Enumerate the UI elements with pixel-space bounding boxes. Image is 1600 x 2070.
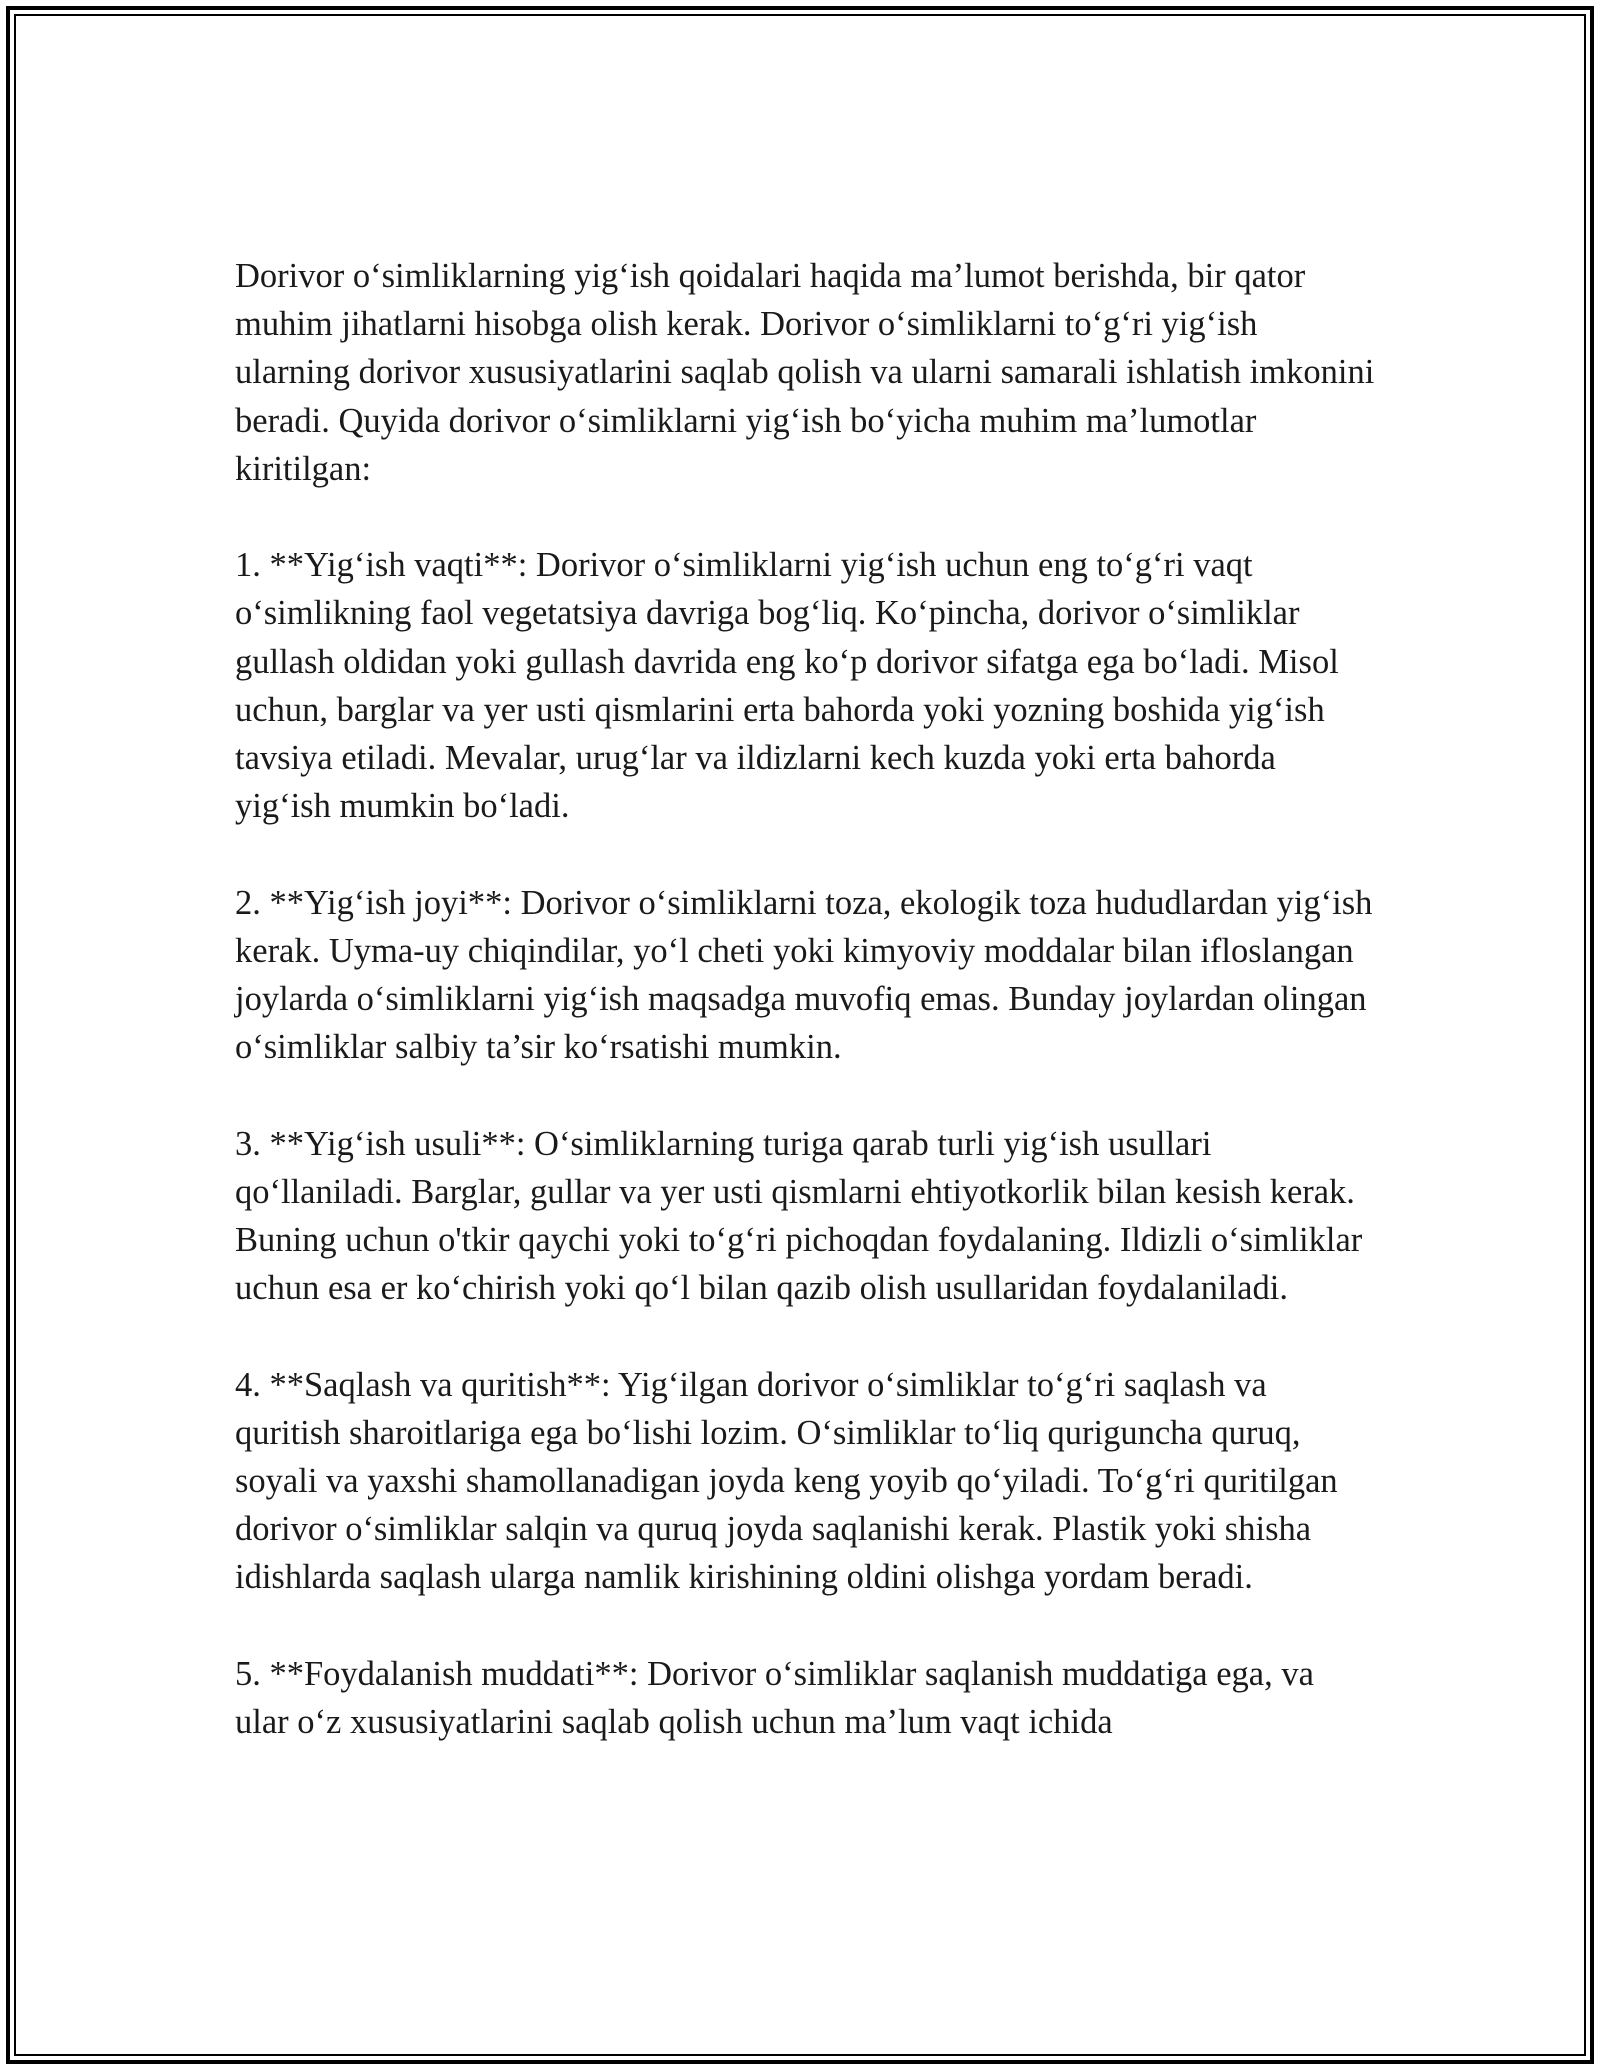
paragraph-storage-drying: 4. **Saqlash va quritish**: Yig‘ilgan dorivor o‘simliklar to‘g‘ri saqlash va quritish sharoitlariga ega bo‘lishi lozim. O‘simliklar to‘liq qurigunchа quruq, soyali va yaxshi shamollanadigan joyda keng yoyib qo‘yiladi. To‘g‘ri quritilgan dorivor o‘simliklar salqin va quruq joyda saqlanishi kerak. Plastik yoki shisha idishlarda saqlash ularga namlik kirishining oldini olishga yordam beradi. bbox=[235, 1365, 1338, 1597]
paragraph-collection-time: 1. **Yig‘ish vaqti**: Dorivor o‘simliklarni yig‘ish uchun eng to‘g‘ri vaqt o‘simlikning faol vegetatsiya davriga bog‘liq. Ko‘pincha, dorivor o‘simliklar gullash oldidan yoki gullash davrida eng ko‘p dorivor sifatga ega bo‘ladi. Misol uchun, barglar va yer usti qismlarini erta bahorda yoki yozning boshida yig‘ish tavsiya etiladi. Mevalar, urug‘lar va ildizlarni kech kuzda yoki erta bahorda yig‘ish mumkin bo‘ladi. bbox=[235, 546, 1339, 826]
paragraph-collection-method: 3. **Yig‘ish usuli**: O‘simliklarning turiga qarab turli yig‘ish usullari qo‘llaniladi. Barglar, gullar va yer usti qismlarni ehtiyotkorlik bilan kesish kerak. Buning uchun o'tkir qaychi yoki to‘g‘ri pichoqdan foydalaning. Ildizli o‘simliklar uchun esa er ko‘chirish yoki qo‘l bilan qazib olish usullaridan foydalaniladi. bbox=[235, 1124, 1363, 1308]
intro-paragraph: Dorivor o‘simliklarning yig‘ish qoidalari haqida ma’lumot berishda, bir qator muhim jihatlarni hisobga olish kerak. Dorivor o‘simliklarni to‘g‘ri yig‘ish ularning dorivor xususiyatlarini saqlab qolish va ularni samarali ishlatish imkonini beradi. Quyida dorivor o‘simliklarni yig‘ish bo‘yicha muhim ma’lumotlar kiritilgan: bbox=[235, 257, 1375, 488]
paragraph-collection-place: 2. **Yig‘ish joyi**: Dorivor o‘simliklarni toza, ekologik toza hududlardan yig‘ish kerak. Uyma-uy chiqindilar, yo‘l cheti yoki kimyoviy moddalar bilan ifloslangan joylarda o‘simliklarni yig‘ish maqsadga muvofiq emas. Bunday joylardan olingan o‘simliklar salbiy ta’sir ko‘rsatishi mumkin. bbox=[235, 883, 1373, 1067]
document-body bbox=[235, 252, 1375, 1794]
paragraph-usage-period: 5. **Foydalanish muddati**: Dorivor o‘simliklar saqlanish muddatiga ega, va ular o‘z xususiyatlarini saqlab qolish uchun ma’lum vaqt ichida bbox=[235, 1654, 1314, 1742]
